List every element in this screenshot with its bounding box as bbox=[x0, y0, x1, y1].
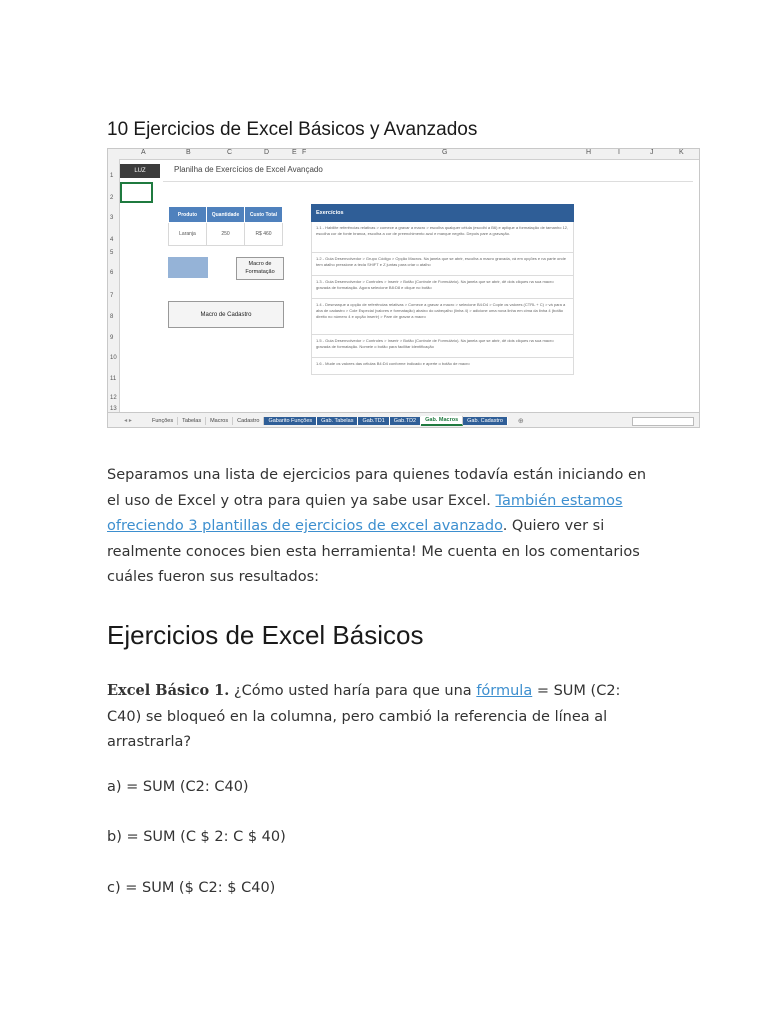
table-header: Custo Total bbox=[245, 207, 283, 223]
product-table bbox=[168, 206, 283, 246]
tab-tabelas[interactable]: Tabelas bbox=[178, 417, 206, 425]
tab-cadastro[interactable]: Cadastro bbox=[233, 417, 264, 425]
tab-gab-cadastro[interactable]: Gab. Cadastro bbox=[463, 417, 508, 425]
tab-gabarito-funcoes[interactable]: Gabarito Funções bbox=[264, 417, 317, 425]
col-header: E bbox=[292, 149, 297, 156]
table-cell[interactable]: 250 bbox=[207, 223, 245, 246]
exercises-list bbox=[311, 222, 574, 375]
tab-gab-td2[interactable]: Gab.TD2 bbox=[390, 417, 421, 425]
tab-gab-td1[interactable]: Gab.TD1 bbox=[358, 417, 389, 425]
sheet-tab-bar bbox=[108, 412, 699, 428]
table-header: Produto bbox=[169, 207, 207, 223]
horizontal-scrollbar[interactable] bbox=[632, 417, 694, 426]
formatted-cell bbox=[168, 257, 208, 278]
tab-funcoes[interactable]: Funções bbox=[148, 417, 178, 425]
col-header: H bbox=[586, 149, 592, 156]
intro-paragraph bbox=[107, 463, 652, 591]
row-header: 6 bbox=[110, 270, 114, 276]
exercise-item: 1.6 - Mude os valores das células B4:D4 conforme indicado e aperte o botão de macro bbox=[311, 358, 574, 375]
table-cell[interactable]: R$ 460 bbox=[245, 223, 283, 246]
col-header: J bbox=[650, 149, 654, 156]
col-header: I bbox=[618, 149, 620, 156]
col-header: G bbox=[442, 149, 448, 156]
row-header: 1 bbox=[110, 173, 114, 179]
exercise-item: 1.2 - Guia Desenvolvedor > Grupo Código > Opção Macros. Na janela que se abrir, escolha a macro gravada, vá em opções e na parte onde tem atalho pressione a tecla SHIFT e Z juntas para criar o atalho bbox=[311, 253, 574, 276]
row-header: 13 bbox=[110, 406, 117, 412]
tab-gab-tabelas[interactable]: Gab. Tabelas bbox=[317, 417, 358, 425]
question-text-end: = SUM (C2: C40) se bloqueó en la columna, pero cambió la referencia de línea al arrastrarla? bbox=[107, 683, 621, 751]
col-header: D bbox=[264, 149, 270, 156]
row-header: 3 bbox=[110, 215, 114, 221]
col-header: F bbox=[302, 149, 307, 156]
tab-gab-macros[interactable]: Gab. Macros bbox=[421, 416, 463, 426]
question-label: Excel Básico 1. bbox=[107, 682, 230, 699]
option-a: a) = SUM (C2: C40) bbox=[107, 779, 249, 795]
exercises-header: Exercícios bbox=[311, 204, 574, 222]
col-header: B bbox=[186, 149, 191, 156]
row-header: 12 bbox=[110, 395, 117, 401]
add-sheet-icon[interactable]: ⊕ bbox=[517, 417, 524, 425]
exercise-item: 1.5 - Guia Desenvolvedor > Controles > Inserir > Botão (Controle de Formulário). Na janela que se abrir, dê dois cliques na sua macro gravada de formatação. Nomeie o botão para facilitar identificação bbox=[311, 335, 574, 358]
row-headers bbox=[108, 159, 120, 412]
row-header: 8 bbox=[110, 314, 114, 320]
row-header: 9 bbox=[110, 335, 114, 341]
sheet-title: Planilha de Exercícios de Excel Avançado bbox=[174, 165, 323, 174]
row-header: 5 bbox=[110, 250, 114, 256]
tab-scroll-arrows[interactable]: ◂ ▸ bbox=[124, 418, 132, 424]
question-text: ¿Cómo usted haría para que una bbox=[229, 683, 477, 699]
section-heading: Ejercicios de Excel Básicos bbox=[107, 620, 424, 650]
intro-text-end: . Quiero ver si realmente conoces bien esta herramienta! Me cuenta en los comentarios cuáles fueron sus resultados: bbox=[107, 518, 640, 586]
row-header: 2 bbox=[110, 195, 114, 201]
spreadsheet-screenshot bbox=[107, 148, 700, 428]
question-1 bbox=[107, 678, 652, 756]
macro-cadastro-button[interactable]: Macro de Cadastro bbox=[168, 301, 284, 328]
row-header: 7 bbox=[110, 293, 114, 299]
col-header: K bbox=[679, 149, 684, 156]
intro-text: Separamos una lista de ejercicios para quienes todavía están iniciando en el uso de Excel y otra para quien ya sabe usar Excel. bbox=[107, 467, 647, 509]
logo: LUZ bbox=[120, 164, 160, 178]
column-headers bbox=[108, 149, 699, 160]
selected-cell[interactable] bbox=[120, 182, 153, 203]
macro-formatting-button[interactable]: Macro de Formatação bbox=[236, 257, 284, 280]
exercise-item: 1.3 - Guia Desenvolvedor > Controles > Inserir > Botão (Controle de Formulário). Na janela que se abrir, dê dois cliques na sua macro gravada de formatação. Agora selecione B8:D8 e clique no botão bbox=[311, 276, 574, 299]
row-header: 10 bbox=[110, 355, 117, 361]
exercise-item: 1.1 - Habilite referências relativas > comece a gravar a macro > escolha qualquer célula (escolhi a B6) e aplique a formatação de tamanho 12, escolha cor de fonte branca, escolha a cor de preenchimento azul e marque negrito. Depois pare a gravação. bbox=[311, 222, 574, 253]
col-header: A bbox=[141, 149, 146, 156]
option-b: b) = SUM (C $ 2: C $ 40) bbox=[107, 829, 286, 845]
row-header: 4 bbox=[110, 237, 114, 243]
table-header: Quantidade bbox=[207, 207, 245, 223]
option-c: c) = SUM ($ C2: $ C40) bbox=[107, 880, 276, 896]
tab-macros[interactable]: Macros bbox=[206, 417, 233, 425]
row-header: 11 bbox=[110, 376, 117, 382]
formula-link[interactable]: fórmula bbox=[476, 683, 533, 699]
plantillas-link[interactable]: También estamos ofreciendo 3 plantillas de ejercicios de excel avanzado bbox=[107, 492, 623, 535]
table-cell[interactable]: Laranja bbox=[169, 223, 207, 246]
article-title: 10 Ejercicios de Excel Básicos y Avanzados bbox=[107, 119, 478, 140]
exercise-item: 1.4 - Desmarque a opção de referências relativas > Comece a gravar a macro > selecione B4:D4 > Copie os valores (CTRL + C) > vá para a aba de cadastro > Cole Especial (valores e formatação) abaixo do cabeçalho (linha 4) > adicione uma nova linha em cima da linha 4 (botão direito no número 4 e opção inserir) > Pare de gravar a macro bbox=[311, 299, 574, 335]
col-header: C bbox=[227, 149, 233, 156]
